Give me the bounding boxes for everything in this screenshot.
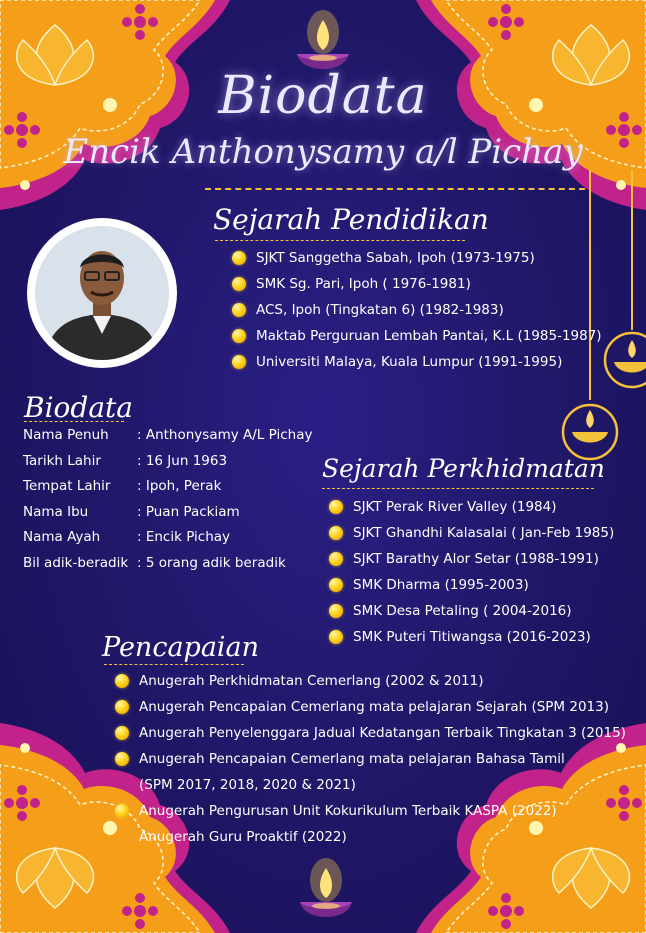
title-divider bbox=[205, 188, 585, 190]
biodata-table bbox=[23, 423, 312, 576]
bullet-icon bbox=[115, 674, 129, 688]
biodata-underline bbox=[24, 421, 124, 422]
achievements-underline bbox=[104, 664, 244, 665]
biodata-row: Bil adik-beradik : 5 orang adik beradik bbox=[23, 554, 286, 571]
bullet-icon bbox=[329, 604, 343, 618]
list-item: Anugerah Pencapaian Cemerlang mata pelajaran Bahasa Tamil bbox=[115, 746, 626, 772]
bullet-icon bbox=[329, 578, 343, 592]
biodata-row: Nama Ibu : Puan Packiam bbox=[23, 503, 240, 520]
list-item: SJKT Barathy Alor Setar (1988-1991) bbox=[329, 546, 614, 572]
list-item: ACS, Ipoh (Tingkatan 6) (1982-1983) bbox=[232, 297, 602, 323]
list-item: Anugerah Pengurusan Unit Kokurikulum Terbaik KASPA (2022) bbox=[115, 798, 626, 824]
list-item: SJKT Sanggetha Sabah, Ipoh (1973-1975) bbox=[232, 245, 602, 271]
list-item: Maktab Perguruan Lembah Pantai, K.L (1985-1987) bbox=[232, 323, 602, 349]
list-item: SMK Desa Petaling ( 2004-2016) bbox=[329, 598, 614, 624]
bullet-icon bbox=[115, 804, 129, 818]
education-heading: Sejarah Pendidikan bbox=[213, 203, 489, 236]
portrait-photo bbox=[35, 226, 169, 360]
list-item: SMK Puteri Titiwangsa (2016-2023) bbox=[329, 624, 614, 650]
bullet-icon bbox=[232, 329, 246, 343]
diya-lamp-icon bbox=[296, 858, 356, 924]
list-item-continuation: (SPM 2017, 2018, 2020 & 2021) bbox=[139, 777, 356, 793]
education-underline bbox=[215, 240, 465, 241]
list-item: Universiti Malaya, Kuala Lumpur (1991-1995) bbox=[232, 349, 602, 375]
list-item: Anugerah Perkhidmatan Cemerlang (2002 & 2011) bbox=[115, 668, 626, 694]
list-item-continuation: Anugerah Guru Proaktif (2022) bbox=[139, 829, 347, 845]
bullet-icon bbox=[232, 303, 246, 317]
list-item: SMK Sg. Pari, Ipoh ( 1976-1981) bbox=[232, 271, 602, 297]
bullet-icon bbox=[232, 277, 246, 291]
education-list bbox=[232, 245, 602, 375]
biodata-row: Tarikh Lahir : 16 Jun 1963 bbox=[23, 452, 228, 469]
list-item: Anugerah Pencapaian Cemerlang mata pelajaran Sejarah (SPM 2013) bbox=[115, 694, 626, 720]
biodata-row: Nama Penuh : Anthonysamy A/L Pichay bbox=[23, 427, 313, 443]
biodata-heading: Biodata bbox=[24, 391, 133, 424]
bullet-icon bbox=[329, 500, 343, 514]
achievements-list bbox=[115, 668, 626, 850]
bullet-icon bbox=[115, 700, 129, 714]
achievements-heading: Pencapaian bbox=[102, 632, 260, 663]
page-subtitle: Encik Anthonysamy a/l Pichay bbox=[63, 132, 583, 172]
portrait-photo-frame bbox=[27, 218, 177, 368]
list-item: SJKT Ghandhi Kalasalai ( Jan-Feb 1985) bbox=[329, 520, 614, 546]
list-item: SMK Dharma (1995-2003) bbox=[329, 572, 614, 598]
bullet-icon bbox=[232, 251, 246, 265]
service-underline bbox=[322, 488, 594, 489]
bullet-icon bbox=[329, 630, 343, 644]
biodata-row: Tempat Lahir : Ipoh, Perak bbox=[23, 478, 222, 494]
bullet-icon bbox=[115, 752, 129, 766]
service-heading: Sejarah Perkhidmatan bbox=[322, 454, 605, 483]
bullet-icon bbox=[115, 726, 129, 740]
page-title: Biodata bbox=[218, 66, 428, 126]
bullet-icon bbox=[329, 552, 343, 566]
service-list bbox=[329, 494, 614, 650]
list-item: SJKT Perak River Valley (1984) bbox=[329, 494, 614, 520]
bullet-icon bbox=[232, 355, 246, 369]
list-item: Anugerah Penyelenggara Jadual Kedatangan Terbaik Tingkatan 3 (2015) bbox=[115, 720, 626, 746]
bullet-icon bbox=[329, 526, 343, 540]
biodata-row: Nama Ayah : Encik Pichay bbox=[23, 529, 231, 545]
